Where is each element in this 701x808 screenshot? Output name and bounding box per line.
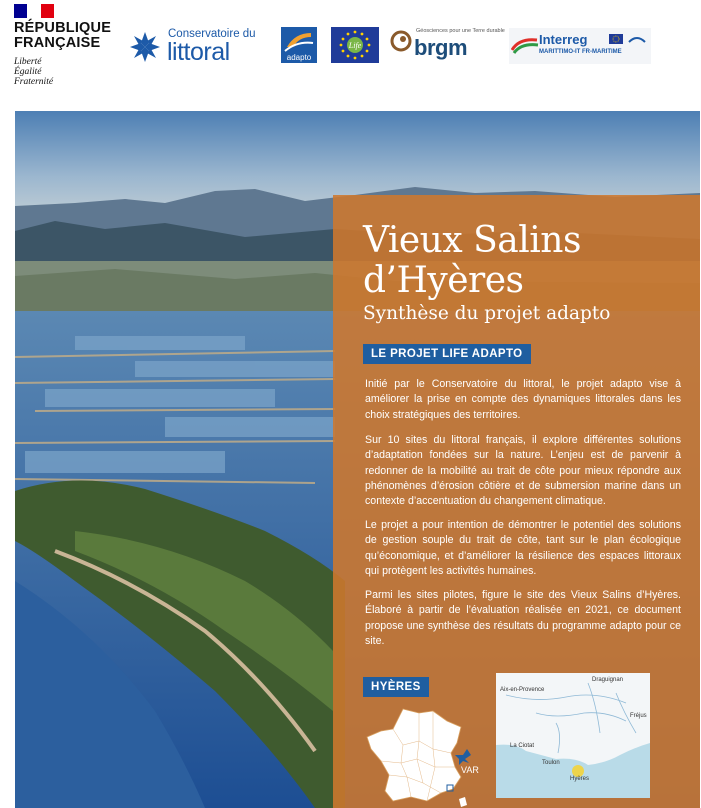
french-flag-icon: [14, 4, 54, 18]
rf-motto-fraternite: Fraternité: [14, 77, 54, 87]
label-hyeres: Hyères: [570, 776, 590, 782]
france-map: [363, 705, 473, 808]
eu-stars-icon: [331, 27, 379, 63]
interreg-wave-icon: [511, 34, 539, 54]
brgm-logo: [390, 26, 505, 66]
section-tag-hyeres: HYÈRES: [363, 677, 429, 697]
hero-section: [15, 111, 700, 808]
region-map: [496, 673, 650, 798]
map-var-label: VAR: [461, 765, 479, 775]
rf-motto-liberte: Liberté: [14, 57, 42, 67]
interreg-name: Interreg: [539, 32, 588, 47]
rf-line1: RÉPUBLIQUE: [14, 20, 112, 36]
rf-line2: FRANÇAISE: [14, 35, 101, 51]
interreg-logo: [509, 28, 651, 64]
label-aix-en-provence: Aix-en-Provence: [500, 687, 545, 693]
title-line2: d’Hyères: [363, 260, 524, 301]
logo-bar: [0, 0, 701, 96]
brgm-swirl-icon: [390, 30, 412, 52]
page-title: [363, 221, 581, 301]
label-draguignan: Draguignan: [592, 677, 624, 683]
label-toulon: Toulon: [542, 760, 560, 766]
paragraph-intention: Le projet a pour intention de démontrer le potentiel des solutions de gestion souple du trait de côte, tant sur le plan écologique qu’économique, et d’améliorer la résilience des espaces littoraux qui protègent les activités humaines.: [365, 519, 681, 577]
eu-life-logo: [331, 27, 379, 63]
rf-motto-egalite: Égalité: [14, 67, 42, 77]
conservatoire-littoral-logo: [128, 24, 266, 68]
interreg-program: MARITTIMO-IT FR-MARITIME: [539, 49, 622, 55]
adapto-wave-icon: [281, 27, 317, 53]
paragraph-vieux-salins: Parmi les sites pilotes, figure le site des Vieux Salins d’Hyères. Élaboré à partir de l’évaluation réalisée en 2021, ce document propose une synthèse des résultats du programme adapto pour ce site.: [365, 589, 681, 647]
paragraph-intro: Initié par le Conservatoire du littoral, le projet adapto vise à améliorer la prise en compte des dynamiques littorales dans les choix stratégiques des territoires.: [365, 378, 681, 421]
adapto-logo-text: adapto: [286, 53, 312, 62]
conservatoire-line1: Conservatoire du: [168, 28, 256, 40]
conservatoire-line2: littoral: [167, 38, 230, 66]
label-frejus: Fréjus: [630, 713, 647, 719]
paragraph-sites: Sur 10 sites du littoral français, il explore différentes solutions d’adaptation fondées sur la nature. L’enjeu est de parvenir à redonner de la mobilité au trait de côte pour mieux répondre aux phénomènes d’érosion côtière et de submersion marine dans un contexte d’accentuation du changement climatique.: [365, 434, 681, 508]
label-la-ciotat: La Ciotat: [510, 743, 535, 749]
life-logo-text: Life: [348, 41, 362, 50]
title-line1: Vieux Salins: [363, 220, 581, 261]
republique-francaise-title: [14, 21, 111, 51]
conservatoire-flower-icon: [128, 30, 162, 64]
page-subtitle: Synthèse du projet adapto: [363, 303, 611, 324]
adapto-logo: [281, 27, 317, 63]
brgm-name: brgm: [414, 35, 467, 60]
eu-flag-icon: [609, 34, 623, 44]
var-marker-icon: [455, 749, 471, 765]
info-panel: [333, 195, 700, 808]
section-tag-projet-life-adapto: LE PROJET LIFE ADAPTO: [363, 344, 531, 364]
maritime-emblem-icon: [627, 32, 647, 46]
republique-francaise-logo: [14, 4, 114, 86]
rf-motto: [14, 57, 53, 87]
brgm-tagline: Géosciences pour une Terre durable: [416, 28, 505, 34]
